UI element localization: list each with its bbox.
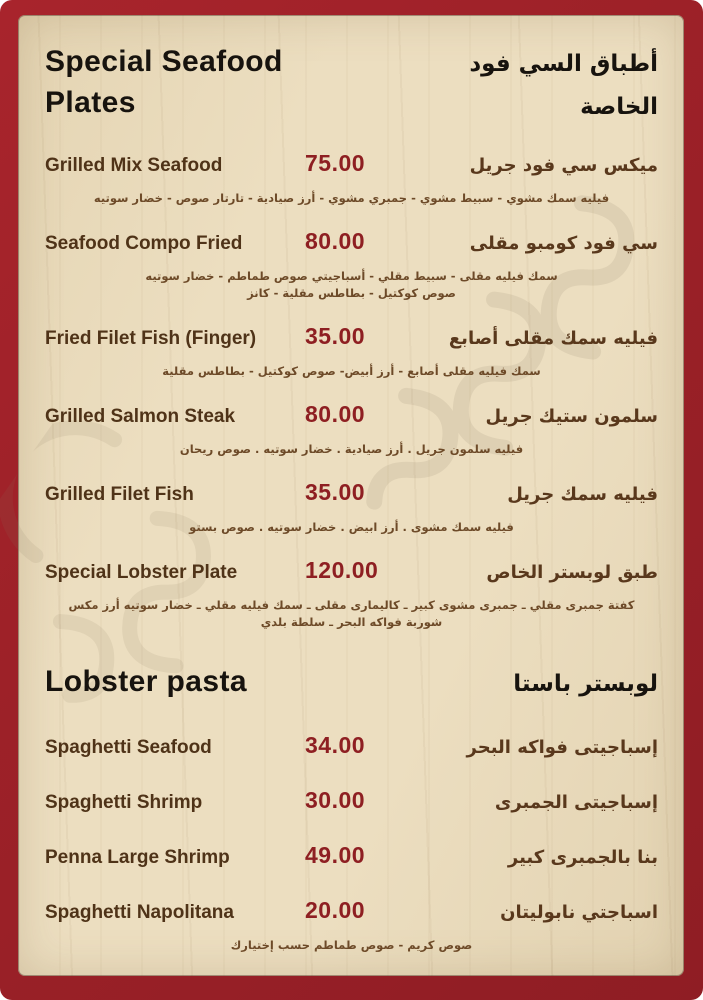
description-line: سمك فيليه مقلى أصابع - أرز أبيض- صوص كوكتيل - بطاطس مقلية	[162, 364, 541, 378]
description-line: فيليه سمك مشوى . أرز ابيض . خضار سوتيه . صوص بستو	[189, 520, 514, 534]
description-line: كفتة جمبرى مقلي ـ جمبرى مشوى كبير ـ كاليمارى مقلى ـ سمك فيليه مقلي ـ خضار سوتيه أرز مكس	[68, 598, 635, 612]
description-line: صوص كوكتيل - بطاطس مقلية - كانز	[247, 286, 456, 300]
menu-item	[45, 787, 658, 816]
menu-item	[45, 842, 658, 871]
menu-item-row	[45, 479, 658, 508]
section-pasta-header	[45, 661, 658, 706]
menu-item-row	[45, 228, 658, 257]
menu-item-row	[45, 557, 658, 586]
menu-item	[45, 228, 658, 302]
item-name-en: Seafood Compo Fried	[45, 233, 243, 254]
menu-item-row	[45, 401, 658, 430]
item-description	[45, 268, 658, 302]
item-name-en: Grilled Mix Seafood	[45, 155, 223, 176]
item-price: 35.00	[305, 479, 366, 505]
menu-item-row	[45, 732, 658, 761]
menu-item	[45, 897, 658, 954]
item-name-ar: إسباجيتى الجمبرى	[494, 792, 658, 813]
item-name-en: Spaghetti Napolitana	[45, 902, 234, 923]
section-title-en-line1: Special Seafood	[45, 45, 283, 78]
item-name-ar: سلمون ستيك جريل	[485, 406, 658, 427]
item-description	[45, 363, 658, 380]
item-name-en: Fried Filet Fish (Finger)	[45, 328, 257, 349]
menu-content	[18, 15, 684, 976]
section-pasta-title-ar: لوبستر باستا	[513, 671, 658, 697]
item-price: 120.00	[305, 557, 379, 583]
item-description	[45, 519, 658, 536]
item-price: 80.00	[305, 401, 366, 427]
item-name-ar: اسباجتي نابوليتان	[500, 902, 658, 923]
item-name-en: Spaghetti Shrimp	[45, 792, 203, 813]
section-seafood-title-ar	[469, 41, 658, 129]
item-price: 49.00	[305, 842, 366, 868]
menu-item	[45, 401, 658, 458]
section-seafood-title-en	[45, 41, 283, 123]
menu-item	[45, 557, 658, 631]
item-name-en: Grilled Salmon Steak	[45, 406, 236, 427]
menu-item-row	[45, 897, 658, 926]
item-name-en: Spaghetti Seafood	[45, 737, 212, 758]
section-title-ar-line2: الخاصة	[580, 94, 658, 120]
menu-item-row	[45, 323, 658, 352]
menu-item	[45, 150, 658, 207]
description-line: سمك فيليه مقلى - سبيط مقلي - أسباجيتي صوص طماطم - خضار سوتيه	[145, 269, 558, 283]
item-description	[45, 937, 658, 954]
item-description	[45, 190, 658, 207]
section-title-en-line2: Plates	[45, 86, 136, 119]
menu-item-row	[45, 842, 658, 871]
section-seafood-header	[45, 41, 658, 129]
item-price: 30.00	[305, 787, 366, 813]
item-price: 75.00	[305, 150, 366, 176]
section-title-ar-line1: أطباق السي فود	[469, 51, 658, 77]
item-name-ar: بنا بالجمبرى كبير	[507, 847, 658, 868]
menu-item-row	[45, 150, 658, 179]
section-pasta-title-en: Lobster pasta	[45, 665, 247, 698]
item-price: 80.00	[305, 228, 366, 254]
item-name-ar: فيليه سمك جريل	[507, 484, 658, 505]
section-lobster-pasta	[45, 661, 658, 954]
item-name-ar: إسباجيتى فواكه البحر	[466, 737, 658, 758]
item-description	[45, 441, 658, 458]
item-name-ar: فيليه سمك مقلى أصابع	[448, 328, 658, 349]
menu-item	[45, 479, 658, 536]
description-line: شوربة فواكه البحر ـ سلطة بلدي	[260, 615, 443, 629]
menu-panel	[18, 15, 684, 976]
item-price: 34.00	[305, 732, 366, 758]
description-line: فيليه سمك مشوي - سبيط مشوي - جمبري مشوي - أرز صيادية - تارتار صوص - خضار سوتيه	[93, 191, 610, 205]
item-name-en: Grilled Filet Fish	[45, 484, 194, 505]
item-name-ar: ميكس سي فود جريل	[469, 155, 658, 176]
description-line: فيليه سلمون جريل . أرز صيادية . خضار سوتيه . صوص ريحان	[179, 442, 524, 456]
menu-item	[45, 732, 658, 761]
menu-item-row	[45, 787, 658, 816]
description-line: صوص كريم - صوص طماطم حسب إختيارك	[230, 938, 473, 952]
item-name-ar: طبق لوبستر الخاص	[486, 562, 658, 583]
item-name-en: Penna Large Shrimp	[45, 847, 230, 868]
item-name-ar: سي فود كومبو مقلى	[469, 233, 658, 254]
item-description	[45, 597, 658, 631]
item-price: 35.00	[305, 323, 366, 349]
menu-item	[45, 323, 658, 380]
item-name-en: Special Lobster Plate	[45, 562, 238, 583]
item-price: 20.00	[305, 897, 366, 923]
